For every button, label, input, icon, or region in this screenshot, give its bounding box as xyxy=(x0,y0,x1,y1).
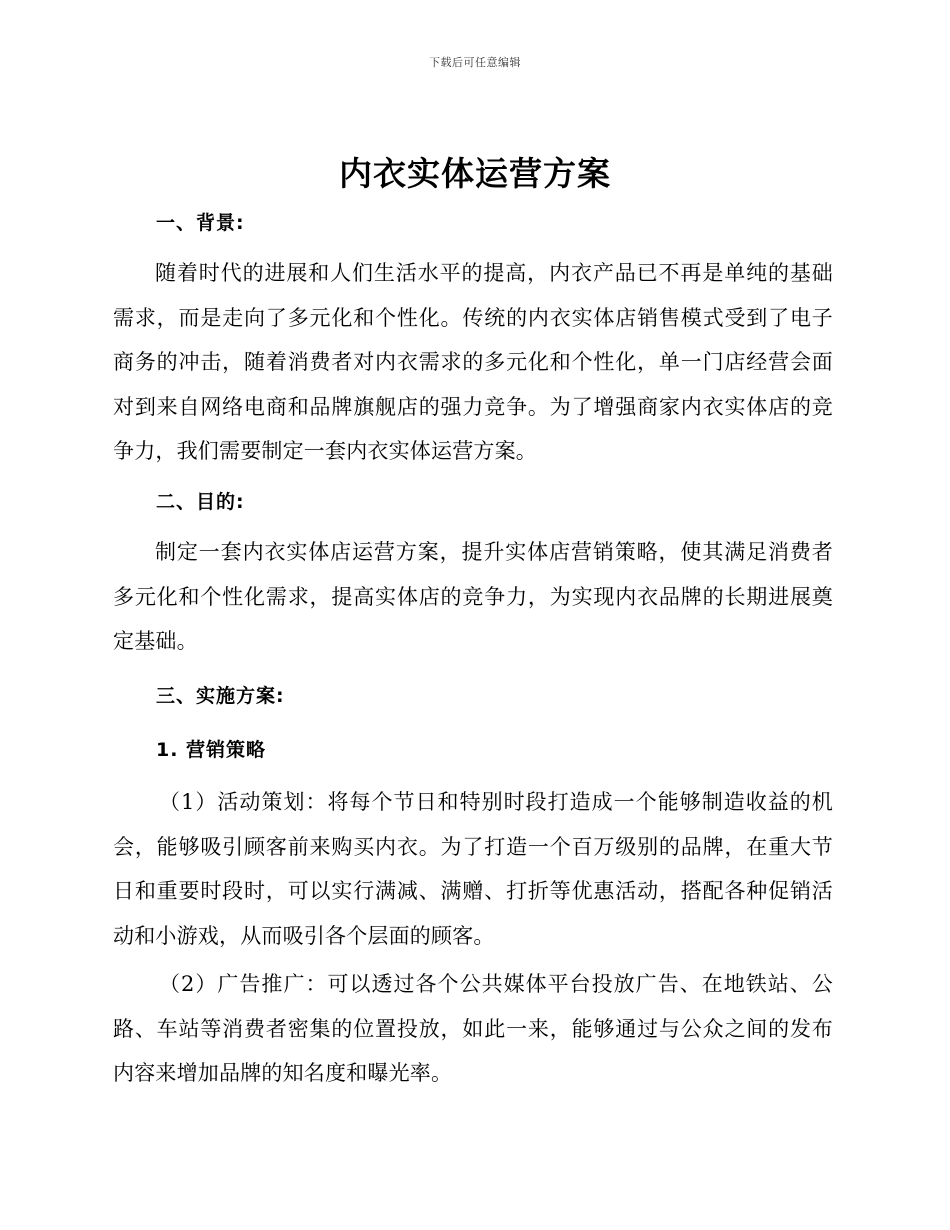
paragraph-background: 随着时代的进展和人们生活水平的提高，内衣产品已不再是单纯的基础需求，而是走向了多元化和个性化。传统的内衣实体店销售模式受到了电子商务的冲击，随着消费者对内衣需求的多元化和个性化，单一门店经营会面对到来自网络电商和品牌旗舰店的强力竞争。为了增强商家内衣实体店的竞争力，我们需要制定一套内衣实体运营方案。 xyxy=(113,261,833,463)
section-heading-purpose: 二、目的: xyxy=(156,491,245,513)
section-heading-background: 一、背景: xyxy=(156,212,245,234)
subsection-heading-marketing: 1. 营销策略 xyxy=(156,739,267,761)
paragraph-purpose: 制定一套内衣实体店运营方案，提升实体店营销策略，使其满足消费者多元化和个性化需求，提高实体店的竞争力，为实现内衣品牌的长期进展奠定基础。 xyxy=(113,540,833,653)
paragraph-item-1: （1）活动策划：将每个节日和特别时段打造成一个能够制造收益的机会，能够吸引顾客前来购买内衣。为了打造一个百万级别的品牌，在重大节日和重要时段时，可以实行满减、满赠、打折等优惠活动，搭配各种促销活动和小游戏，从而吸引各个层面的顾客。 xyxy=(113,790,833,948)
section-heading-plan: 三、实施方案: xyxy=(156,685,285,707)
paragraph-item-2: （2）广告推广：可以透过各个公共媒体平台投放广告、在地铁站、公路、车站等消费者密集的位置投放，如此一来，能够通过与公众之间的发布内容来增加品牌的知名度和曝光率。 xyxy=(113,972,833,1085)
document-title: 内衣实体运营方案 xyxy=(339,154,611,193)
header-note: 下载后可任意编辑 xyxy=(429,56,521,69)
